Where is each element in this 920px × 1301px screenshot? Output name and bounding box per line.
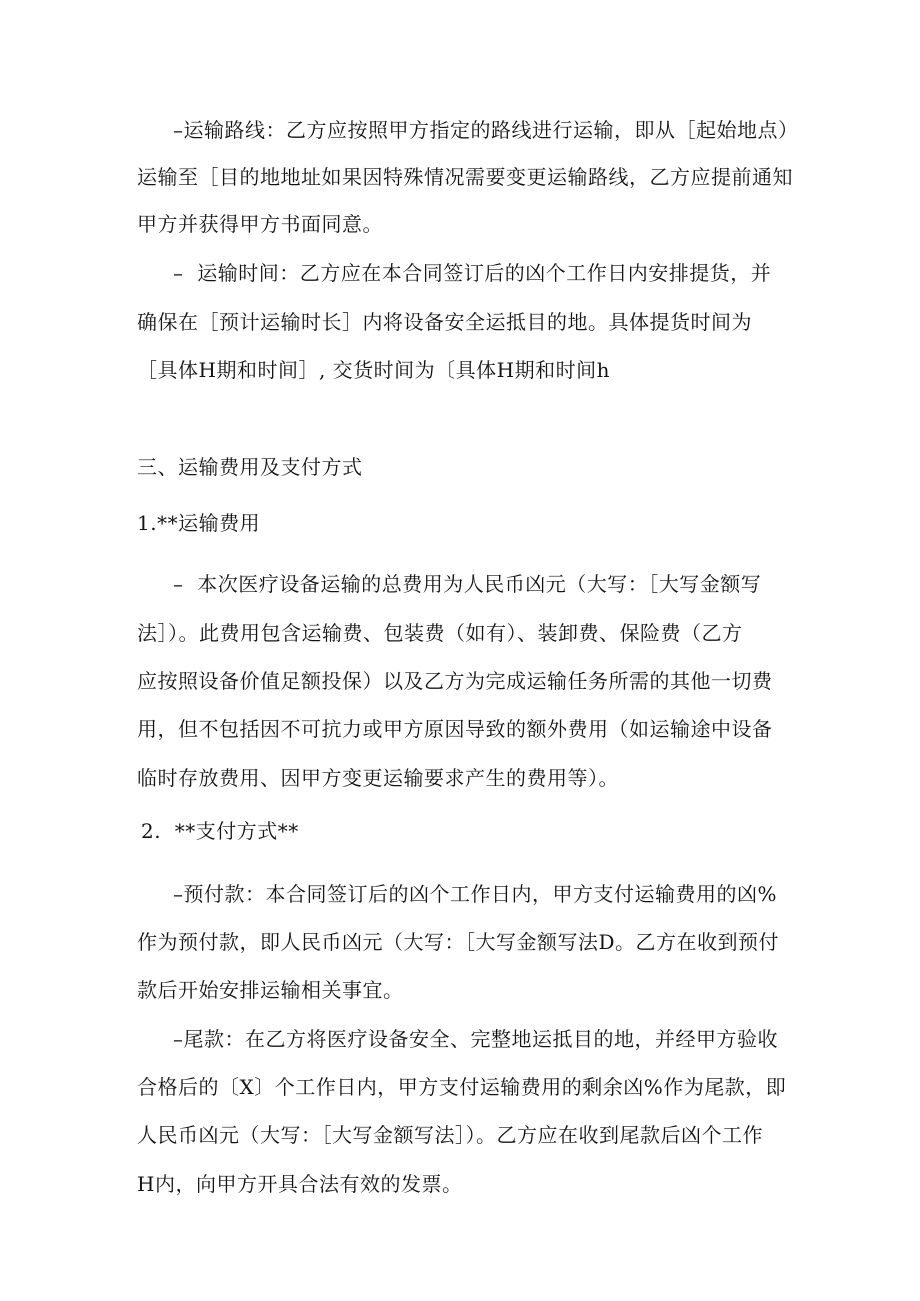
route-clause-line-3: 甲方并获得甲方书面同意。 (137, 212, 383, 236)
fee-clause-line-1: – 本次医疗设备运输的总费用为人民币凶元（大写：［大写金额写 (173, 572, 762, 596)
route-clause-line-2: 运输至［目的地地址如果因特殊情况需要变更运输路线，乙方应提前通知 (137, 165, 793, 189)
advance-payment-line-2: 作为预付款，即人民币凶元（大写：［大写金额写法D。乙方在收到预付 (137, 930, 780, 954)
fee-clause-line-5: 临时存放费用、因甲方变更运输要求产生的费用等）。 (137, 766, 619, 790)
time-clause-line-2: 确保在［预计运输时长］内将设备安全运抵目的地。具体提货时间为 (137, 310, 752, 334)
advance-payment-line-1: –预付款：本合同签订后的凶个工作日内，甲方支付运输费用的凶% (173, 882, 778, 906)
time-clause-line-3: ［具体H期和时间］, 交货时间为〔具体H期和时间h (137, 358, 610, 382)
final-payment-line-1: –尾款：在乙方将医疗设备安全、完整地运抵目的地，并经甲方验收 (173, 1027, 778, 1051)
section-heading: 三、运输费用及支付方式 (137, 455, 363, 479)
route-clause-line-1: –运输路线：乙方应按照甲方指定的路线进行运输，即从［起始地点） (173, 118, 799, 142)
fee-clause-line-2: 法］）。此费用包含运输费、包装费（如有）、装卸费、保险费（乙方 (137, 621, 743, 645)
final-payment-line-2: 合格后的〔X〕个工作日内，甲方支付运输费用的剩余凶%作为尾款，即 (137, 1075, 787, 1099)
advance-payment-line-3: 款后开始安排运输相关事宜。 (137, 978, 404, 1002)
subsection-heading-1: 1.**运输费用 (137, 511, 261, 535)
final-payment-line-3: 人民币凶元（大写：［大写金额写法］）。乙方应在收到尾款后凶个工作 (137, 1123, 763, 1147)
time-clause-line-1: – 运输时间：乙方应在本合同签订后的凶个工作日内安排提货，并 (173, 261, 772, 285)
final-payment-line-4: H内，向甲方开具合法有效的发票。 (137, 1172, 463, 1196)
subsection-heading-2: 2. **支付方式** (141, 819, 299, 843)
fee-clause-line-3: 应按照设备价值足额投保）以及乙方为完成运输任务所需的其他一切费 (137, 669, 773, 693)
fee-clause-line-4: 用，但不包括因不可抗力或甲方原因导致的额外费用（如运输途中设备 (137, 717, 773, 741)
